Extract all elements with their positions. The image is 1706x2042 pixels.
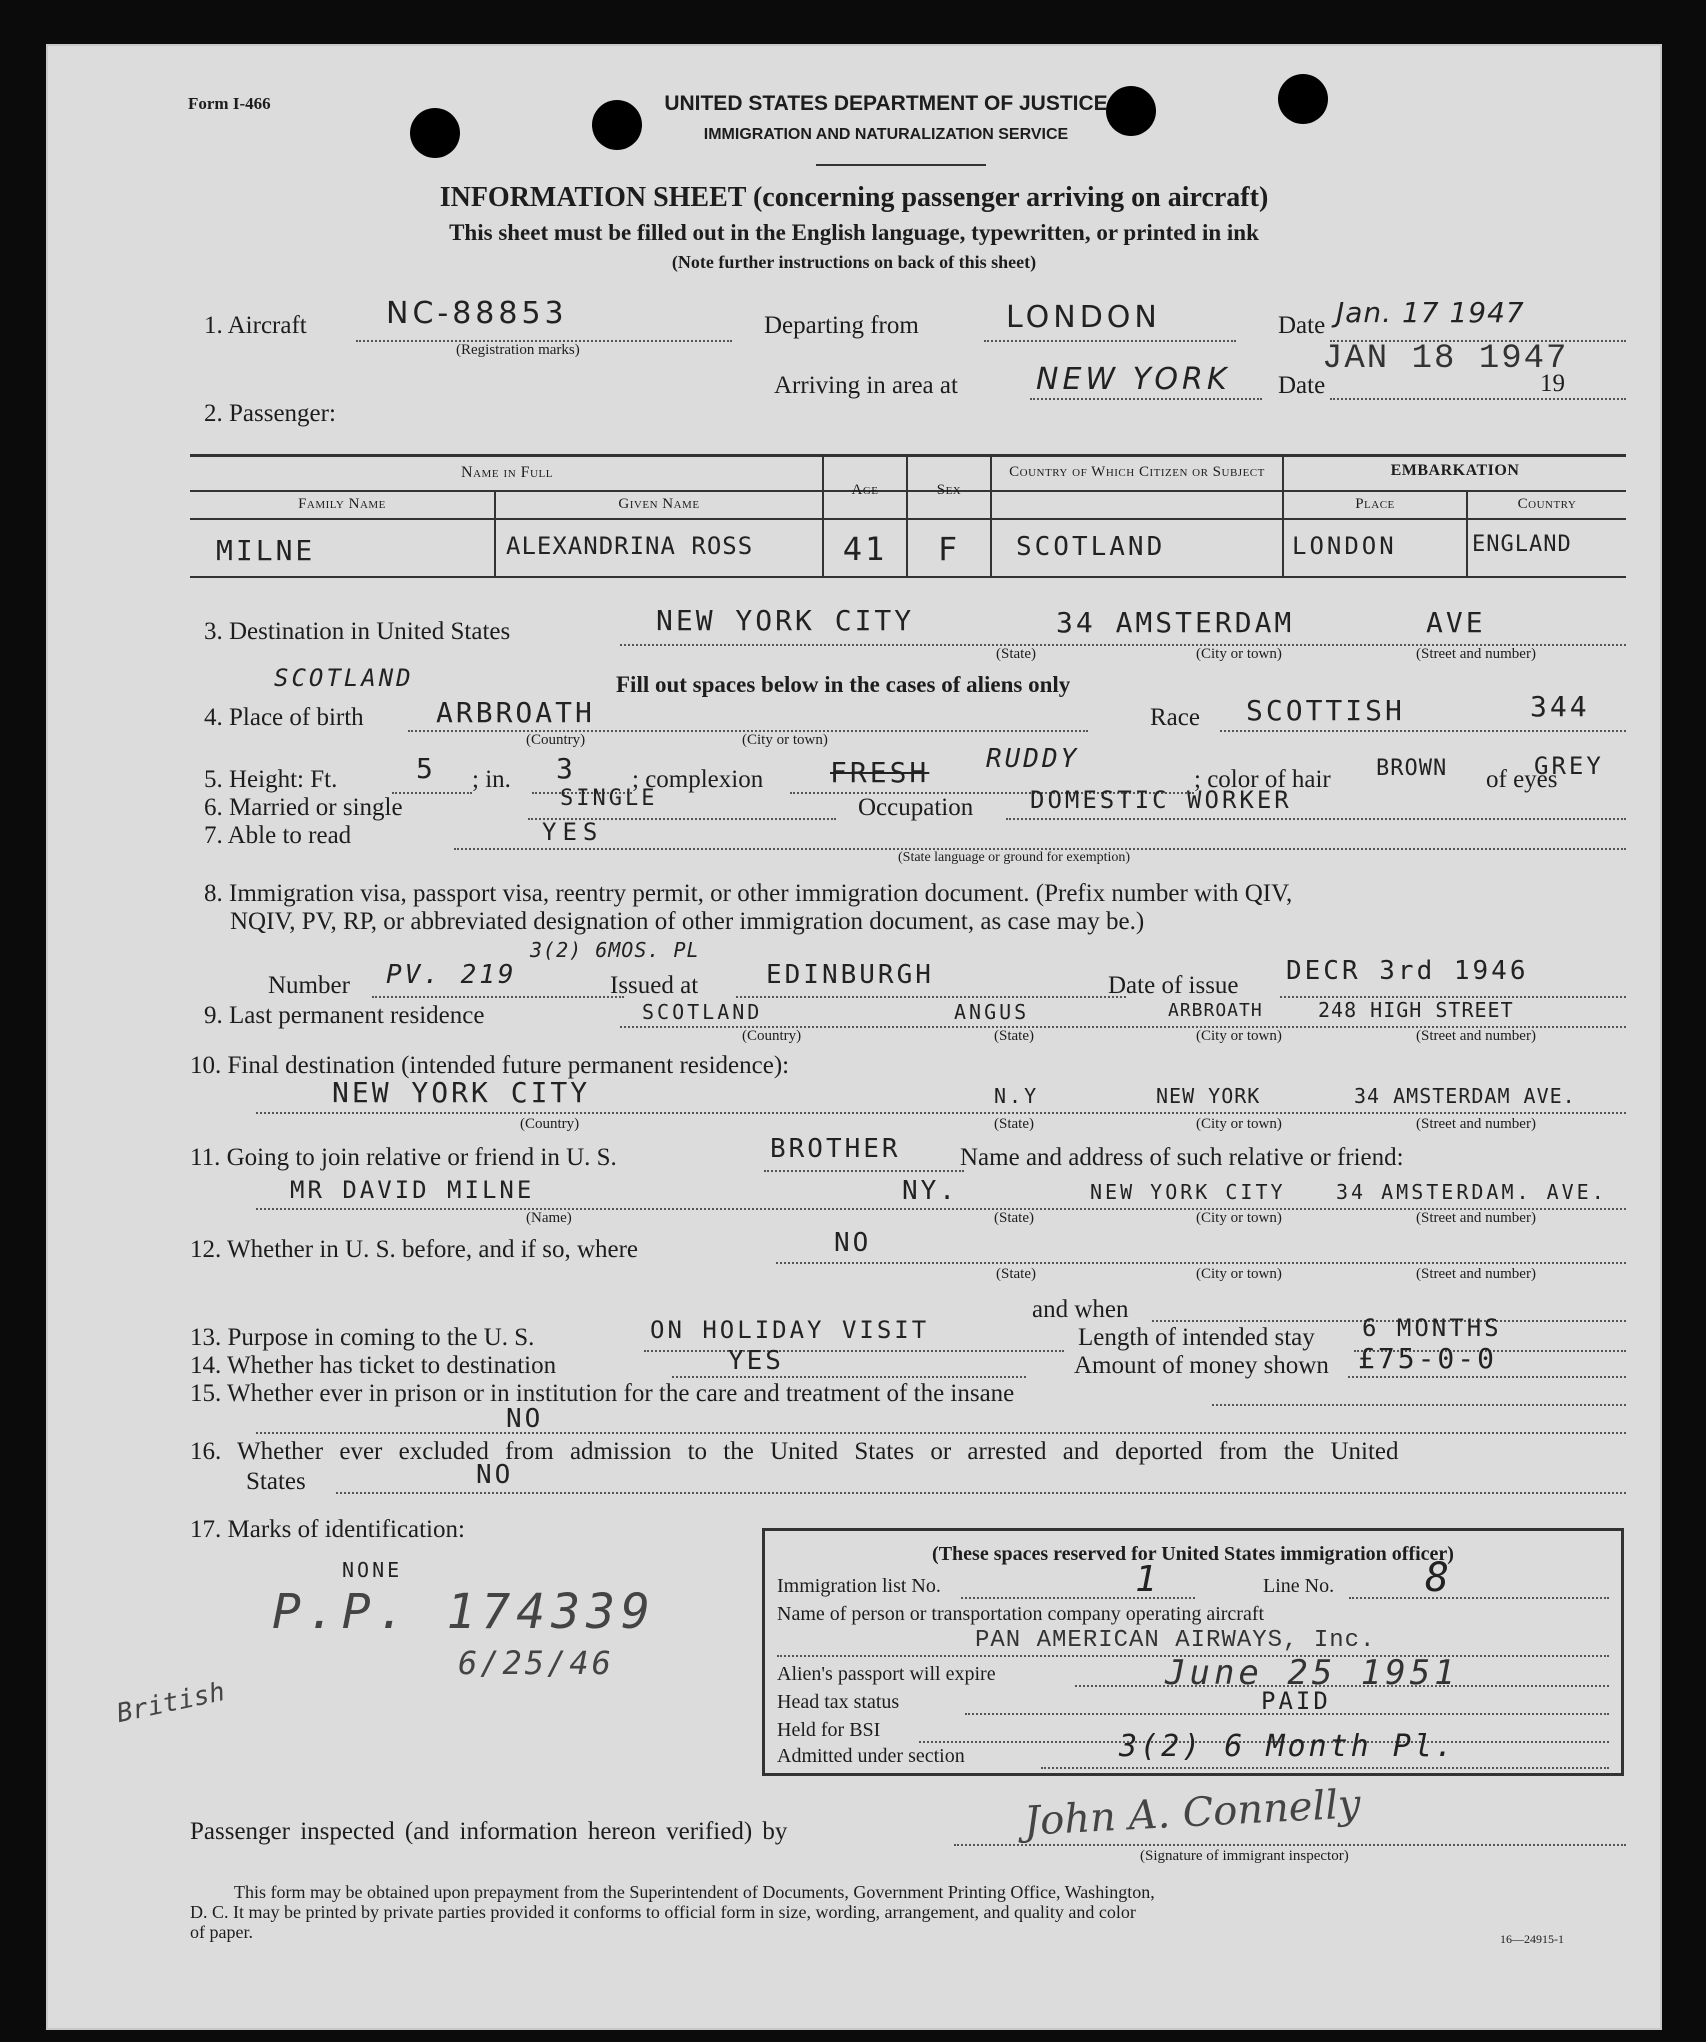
money-value[interactable]: £75-0-0 bbox=[1358, 1342, 1498, 1375]
caption-state: (State) bbox=[994, 1116, 1034, 1132]
passenger-label: 2. Passenger: bbox=[204, 400, 336, 427]
eyes-value[interactable]: GREY bbox=[1534, 752, 1604, 780]
caption-city: (City or town) bbox=[1196, 1116, 1282, 1132]
embarkation-country-value[interactable]: ENGLAND bbox=[1472, 532, 1572, 557]
registration-caption: (Registration marks) bbox=[456, 342, 580, 358]
caption-name: (Name) bbox=[526, 1210, 572, 1226]
ticket-label: 14. Whether has ticket to destination bbox=[190, 1352, 557, 1379]
money-line bbox=[1348, 1376, 1626, 1378]
caption-state: (State) bbox=[994, 1028, 1034, 1044]
caption-street: (Street and number) bbox=[1416, 646, 1536, 662]
final-destination-label: 10. Final destination (intended future permanent residence): bbox=[190, 1052, 790, 1079]
col-given-name: Given Name bbox=[618, 496, 700, 512]
join-label: 11. Going to join relative or friend in U. S. bbox=[190, 1144, 617, 1171]
issued-value[interactable]: EDINBURGH bbox=[766, 960, 934, 990]
occupation-line bbox=[1006, 818, 1626, 820]
caption-state: (State) bbox=[996, 646, 1036, 662]
money-label: Amount of money shown bbox=[1074, 1352, 1329, 1379]
head-tax-label: Head tax status bbox=[777, 1691, 900, 1713]
race-label: Race bbox=[1150, 704, 1200, 731]
form-page bbox=[46, 44, 1662, 2030]
caption-country: (Country) bbox=[526, 732, 586, 748]
caption-state: (State) bbox=[994, 1210, 1034, 1226]
line-no-label: Line No. bbox=[1263, 1575, 1335, 1597]
excluded-label-1: 16. Whether ever excluded from admission to the United States or arrested and deported from the United bbox=[190, 1438, 1399, 1465]
col-name-in-full: Name in Full bbox=[461, 464, 553, 481]
page-title: INFORMATION SHEET (concerning passenger arriving on aircraft) bbox=[439, 182, 1269, 213]
departing-label: Departing from bbox=[764, 312, 919, 339]
bsi-label: Held for BSI bbox=[777, 1719, 881, 1741]
final-city[interactable]: NEW YORK bbox=[1156, 1084, 1261, 1108]
citizen-value[interactable]: SCOTLAND bbox=[1016, 532, 1166, 562]
admitted-value[interactable]: 3(2) 6 Month Pl. bbox=[1119, 1729, 1456, 1764]
department-title: UNITED STATES DEPARTMENT OF JUSTICE bbox=[664, 92, 1108, 115]
caption-country: (Country) bbox=[520, 1116, 580, 1132]
complexion-value[interactable]: FRESH bbox=[830, 756, 930, 789]
aliens-note: Fill out spaces below in the cases of aliens only bbox=[616, 672, 1071, 697]
purpose-line bbox=[644, 1350, 1064, 1352]
hair-label: ; color of hair bbox=[1194, 766, 1331, 793]
footer-line-1: This form may be obtained upon prepayment from the Superintendent of Documents, Government Printing Office, Washington, bbox=[234, 1882, 1155, 1902]
purpose-label: 13. Purpose in coming to the U. S. bbox=[190, 1324, 535, 1351]
instruction-line: This sheet must be filled out in the English language, typewritten, or printed in ink bbox=[449, 220, 1259, 245]
issue-date-label: Date of issue bbox=[1108, 972, 1239, 999]
table-head-bottom-rule bbox=[190, 518, 1626, 520]
destination-state[interactable]: NEW YORK CITY bbox=[656, 604, 915, 637]
company-label: Name of person or transportation company operating aircraft bbox=[777, 1603, 1265, 1625]
embarkation-place-value[interactable]: LONDON bbox=[1292, 532, 1397, 560]
visa-number-note: 3(2) 6MOS. PL bbox=[530, 938, 700, 962]
inspector-signature: John A. Connelly bbox=[1023, 1781, 1362, 1845]
purpose-value[interactable]: ON HOLIDAY VISIT bbox=[650, 1316, 930, 1344]
form-number: Form I-466 bbox=[188, 94, 271, 113]
residence-state[interactable]: ANGUS bbox=[954, 1000, 1030, 1024]
caption-city: (City or town) bbox=[1196, 1266, 1282, 1282]
punch-hole bbox=[410, 108, 460, 158]
height-ft-value[interactable]: 5 bbox=[416, 752, 436, 785]
nationality-note: British bbox=[114, 1676, 228, 1730]
caption-state: (State) bbox=[996, 1266, 1036, 1282]
admitted-label: Admitted under section bbox=[777, 1745, 965, 1767]
list-no-label: Immigration list No. bbox=[777, 1575, 941, 1597]
race-code: 344 bbox=[1530, 690, 1590, 723]
excluded-line bbox=[336, 1492, 1626, 1494]
prison-value[interactable]: NO bbox=[506, 1404, 544, 1434]
read-caption: (State language or ground for exemption) bbox=[898, 850, 1131, 865]
destination-street[interactable]: AVE bbox=[1426, 606, 1486, 639]
admitted-line bbox=[1041, 1767, 1609, 1769]
height-label: 5. Height: Ft. bbox=[204, 766, 338, 793]
table-bottom-rule bbox=[190, 576, 1626, 578]
passport-expiry-label: Alien's passport will expire bbox=[777, 1663, 996, 1685]
prison-line-2 bbox=[256, 1432, 1626, 1434]
stay-label: Length of intended stay bbox=[1078, 1324, 1315, 1351]
col-divider bbox=[990, 456, 992, 576]
caption-city: (City or town) bbox=[1196, 646, 1282, 662]
join-relation-line bbox=[764, 1170, 964, 1172]
final-destination-line bbox=[256, 1112, 1626, 1114]
line-no-line bbox=[1349, 1597, 1609, 1599]
height-in-label: ; in. bbox=[472, 766, 511, 793]
destination-city[interactable]: 34 AMSTERDAM bbox=[1056, 606, 1295, 639]
visa-text-2: NQIV, PV, RP, or abbreviated designation of other immigration document, as case may be.) bbox=[230, 908, 1145, 935]
caption-country: (Country) bbox=[742, 1028, 802, 1044]
signature-line bbox=[954, 1844, 1626, 1846]
year-suffix: 19 bbox=[1540, 370, 1565, 397]
punch-hole bbox=[1278, 74, 1328, 124]
list-no-line bbox=[961, 1597, 1195, 1599]
ticket-line bbox=[672, 1376, 1026, 1378]
caption-street: (Street and number) bbox=[1416, 1028, 1536, 1044]
caption-street: (Street and number) bbox=[1416, 1210, 1536, 1226]
list-no-value[interactable]: 1 bbox=[1135, 1559, 1160, 1600]
head-tax-value[interactable]: PAID bbox=[1261, 1687, 1331, 1715]
residence-country[interactable]: SCOTLAND bbox=[642, 1000, 763, 1024]
eyes-label: of eyes bbox=[1486, 766, 1558, 793]
race-line bbox=[1220, 730, 1626, 732]
table-top-rule bbox=[190, 454, 1626, 457]
aircraft-label: 1. Aircraft bbox=[204, 312, 307, 339]
birthplace-label: 4. Place of birth bbox=[204, 704, 364, 731]
hair-value[interactable]: BROWN bbox=[1376, 756, 1448, 781]
marital-label: 6. Married or single bbox=[204, 794, 403, 821]
arrival-date-label: Date bbox=[1278, 372, 1326, 399]
date-label: Date bbox=[1278, 312, 1326, 339]
caption-city: (City or town) bbox=[1196, 1210, 1282, 1226]
complexion-label: ; complexion bbox=[632, 766, 764, 793]
passport-expiry-value[interactable]: June 25 1951 bbox=[1165, 1653, 1459, 1693]
col-age: Age bbox=[851, 482, 879, 498]
arrival-date-stamp: JAN 18 1947 bbox=[1322, 340, 1569, 378]
final-state[interactable]: N.Y bbox=[994, 1084, 1040, 1108]
prison-line bbox=[1212, 1404, 1626, 1406]
note-line: (Note further instructions on back of this sheet) bbox=[671, 252, 1037, 272]
relative-city[interactable]: NEW YORK CITY bbox=[1090, 1180, 1286, 1204]
birth-country-value[interactable]: SCOTLAND bbox=[274, 664, 414, 692]
issued-line bbox=[736, 996, 1126, 998]
residence-street[interactable]: 248 HIGH STREET bbox=[1318, 998, 1514, 1022]
col-embarkation-country: Country bbox=[1517, 496, 1577, 512]
aircraft-value[interactable]: NC-88853 bbox=[386, 296, 568, 331]
issued-label: Issued at bbox=[610, 972, 699, 999]
join-relation-value[interactable]: BROTHER bbox=[770, 1134, 901, 1164]
marital-value[interactable]: SINGLE bbox=[560, 786, 658, 811]
passport-number-note: P.P. 174339 bbox=[272, 1584, 656, 1640]
final-country[interactable]: NEW YORK CITY bbox=[332, 1076, 591, 1109]
officer-box bbox=[762, 1528, 1624, 1776]
arriving-value[interactable]: NEW YORK bbox=[1036, 362, 1231, 397]
complexion-correction[interactable]: RUDDY bbox=[986, 744, 1080, 774]
inspection-label: Passenger inspected (and information hereon verified) by bbox=[190, 1818, 788, 1845]
excluded-label-2: States bbox=[246, 1468, 306, 1495]
given-name-value[interactable]: ALEXANDRINA ROSS bbox=[506, 532, 754, 560]
height-ft-line bbox=[392, 792, 472, 794]
family-name-value[interactable]: MILNE bbox=[216, 534, 316, 567]
passport-date-note: 6/25/46 bbox=[458, 1644, 614, 1682]
when-label: and when bbox=[1032, 1296, 1129, 1323]
destination-label: 3. Destination in United States bbox=[204, 618, 511, 645]
occupation-value[interactable]: DOMESTIC WORKER bbox=[1030, 786, 1292, 814]
service-title: IMMIGRATION AND NATURALIZATION SERVICE bbox=[703, 126, 1069, 143]
visa-text-1: 8. Immigration visa, passport visa, reentry permit, or other immigration document. (Prefix number with QIV, bbox=[204, 880, 1293, 907]
footer-line-2: D. C. It may be printed by private parties provided it conforms to official form in size, wording, arrangement, and quality and color bbox=[190, 1902, 1136, 1922]
col-family-name: Family Name bbox=[298, 496, 386, 512]
identification-label: 17. Marks of identification: bbox=[190, 1516, 465, 1543]
race-value[interactable]: SCOTTISH bbox=[1246, 694, 1405, 727]
read-label: 7. Able to read bbox=[204, 822, 352, 849]
relative-street[interactable]: 34 AMSTERDAM. AVE. bbox=[1336, 1180, 1607, 1204]
arriving-line bbox=[1030, 398, 1262, 400]
visa-number-label: Number bbox=[268, 972, 350, 999]
occupation-label: Occupation bbox=[858, 794, 974, 821]
excluded-value[interactable]: NO bbox=[476, 1460, 514, 1490]
signature-caption: (Signature of immigrant inspector) bbox=[1140, 1848, 1349, 1864]
company-value[interactable]: PAN AMERICAN AIRWAYS, Inc. bbox=[975, 1627, 1376, 1654]
departing-value[interactable]: LONDON bbox=[1006, 300, 1161, 335]
visa-number-line bbox=[372, 996, 624, 998]
caption-street: (Street and number) bbox=[1416, 1266, 1536, 1282]
prior-visit-label: 12. Whether in U. S. before, and if so, where bbox=[190, 1236, 639, 1263]
residence-city[interactable]: ARBROATH bbox=[1168, 1000, 1263, 1021]
col-embarkation: EMBARKATION bbox=[1390, 462, 1520, 479]
identification-none: NONE bbox=[342, 1558, 403, 1582]
header-rule bbox=[816, 164, 986, 166]
col-embarkation-place: Place bbox=[1355, 496, 1395, 512]
footer-line-3: of paper. bbox=[190, 1922, 253, 1942]
final-street[interactable]: 34 AMSTERDAM AVE. bbox=[1354, 1084, 1576, 1108]
print-code: 16—24915-1 bbox=[1500, 1932, 1564, 1946]
residence-label: 9. Last permanent residence bbox=[204, 1002, 485, 1029]
height-in-value[interactable]: 3 bbox=[556, 752, 576, 785]
read-value[interactable]: YES bbox=[542, 818, 604, 846]
visa-number-value[interactable]: PV. 219 bbox=[386, 960, 517, 990]
departing-line bbox=[984, 340, 1236, 342]
sex-value[interactable]: F bbox=[937, 530, 961, 568]
caption-street: (Street and number) bbox=[1416, 1116, 1536, 1132]
birth-city-value[interactable]: ARBROATH bbox=[436, 696, 595, 729]
prison-label: 15. Whether ever in prison or in institution for the care and treatment of the insane bbox=[190, 1380, 1015, 1407]
issue-date-value[interactable]: DECR 3rd 1946 bbox=[1286, 956, 1529, 986]
relative-name-address-label: Name and address of such relative or friend: bbox=[960, 1144, 1404, 1171]
col-sex: Sex bbox=[936, 482, 962, 498]
age-value[interactable]: 41 bbox=[842, 530, 888, 568]
caption-city: (City or town) bbox=[742, 732, 828, 748]
arrival-date-line bbox=[1330, 398, 1626, 400]
arriving-label: Arriving in area at bbox=[774, 372, 958, 399]
relative-state[interactable]: NY. bbox=[902, 1176, 958, 1206]
caption-city: (City or town) bbox=[1196, 1028, 1282, 1044]
relative-name[interactable]: MR DAVID MILNE bbox=[290, 1176, 535, 1204]
line-no-value[interactable]: 8 bbox=[1425, 1555, 1453, 1601]
date-value[interactable]: Jan. 17 1947 bbox=[1336, 296, 1525, 329]
prior-visit-line bbox=[776, 1262, 1626, 1264]
officer-box-title: (These spaces reserved for United States immigration officer) bbox=[932, 1543, 1454, 1565]
col-citizen-country: Country of Which Citizen or Subject bbox=[1009, 464, 1265, 480]
prior-visit-value[interactable]: NO bbox=[834, 1228, 872, 1258]
stay-value[interactable]: 6 MONTHS bbox=[1362, 1314, 1502, 1342]
ticket-value[interactable]: YES bbox=[728, 1346, 784, 1376]
